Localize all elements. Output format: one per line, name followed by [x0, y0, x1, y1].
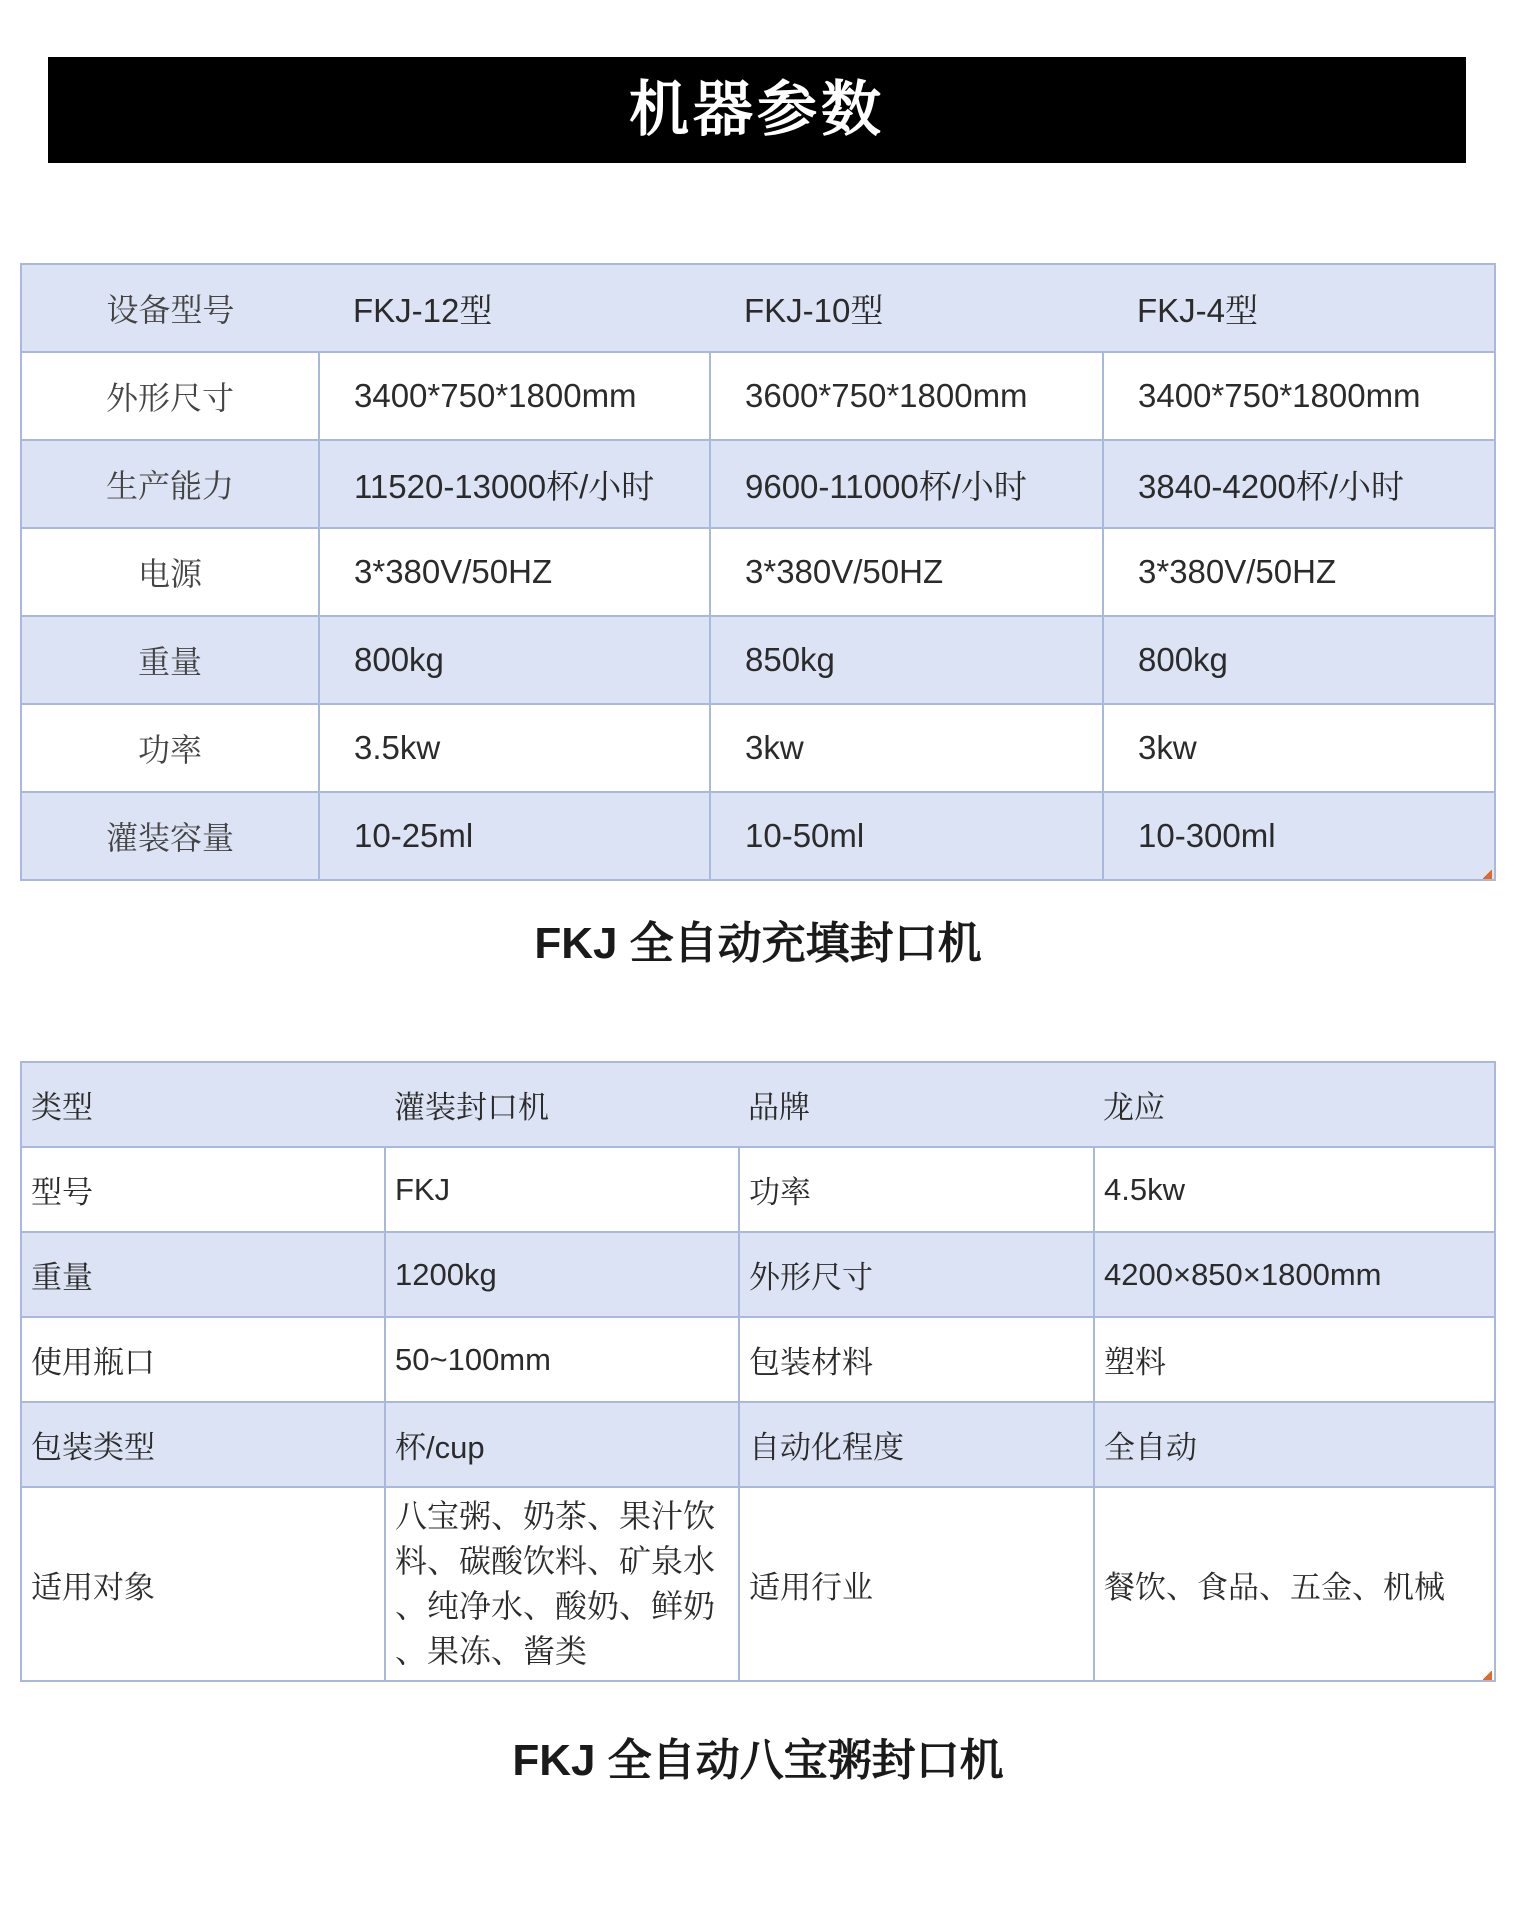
header-bar	[48, 57, 1466, 163]
cell-value: 3*380V/50HZ	[710, 528, 1103, 616]
table-row	[21, 352, 1495, 440]
table-1-caption: FKJ 全自动充填封口机	[534, 919, 982, 968]
row-label: 设备型号	[21, 264, 319, 352]
cell-value: 3400*750*1800mm	[1103, 352, 1495, 440]
cell-value: 3*380V/50HZ	[319, 528, 710, 616]
model-header: FKJ-12型	[319, 264, 710, 352]
field-value: 1200kg	[385, 1232, 739, 1317]
cell-value: 800kg	[319, 616, 710, 704]
table-row	[21, 1487, 1495, 1681]
field-label: 型号	[21, 1147, 385, 1232]
cell-value: 3*380V/50HZ	[1103, 528, 1495, 616]
row-label: 重量	[21, 616, 319, 704]
table-row	[21, 1402, 1495, 1487]
table-row	[21, 1232, 1495, 1317]
resize-handle-icon	[1483, 870, 1492, 879]
table-row	[21, 1147, 1495, 1232]
table-row	[21, 1317, 1495, 1402]
field-label: 适用行业	[739, 1487, 1094, 1681]
field-label: 类型	[21, 1062, 385, 1147]
field-label: 重量	[21, 1232, 385, 1317]
model-header: FKJ-4型	[1103, 264, 1495, 352]
field-value: 4.5kw	[1094, 1147, 1495, 1232]
table-row	[21, 440, 1495, 528]
field-value: 杯/cup	[385, 1402, 739, 1487]
field-value: 八宝粥、奶茶、果汁饮料、碳酸饮料、矿泉水、纯净水、酸奶、鲜奶、果冻、酱类	[385, 1487, 739, 1681]
field-label: 外形尺寸	[739, 1232, 1094, 1317]
field-label: 包装类型	[21, 1402, 385, 1487]
cell-value: 10-50ml	[710, 792, 1103, 880]
field-label: 品牌	[739, 1062, 1094, 1147]
page-title: 机器参数	[629, 76, 885, 143]
cell-value: 10-300ml	[1103, 792, 1495, 880]
table-2-caption: FKJ 全自动八宝粥封口机	[512, 1736, 1004, 1785]
cell-value: 10-25ml	[319, 792, 710, 880]
field-label: 包装材料	[739, 1317, 1094, 1402]
field-value: FKJ	[385, 1147, 739, 1232]
table-row	[21, 792, 1495, 880]
cell-value: 850kg	[710, 616, 1103, 704]
cell-value: 3kw	[1103, 704, 1495, 792]
cell-value: 3.5kw	[319, 704, 710, 792]
field-value: 龙应	[1094, 1062, 1495, 1147]
cell-value: 9600-11000杯/小时	[710, 440, 1103, 528]
cell-value: 11520-13000杯/小时	[319, 440, 710, 528]
spec-table-1	[20, 263, 1496, 881]
field-label: 使用瓶口	[21, 1317, 385, 1402]
cell-value: 3600*750*1800mm	[710, 352, 1103, 440]
table-header-row	[21, 1062, 1495, 1147]
field-value: 全自动	[1094, 1402, 1495, 1487]
resize-handle-icon	[1483, 1671, 1492, 1680]
row-label: 灌装容量	[21, 792, 319, 880]
cell-value: 3kw	[710, 704, 1103, 792]
field-label: 适用对象	[21, 1487, 385, 1681]
table-row	[21, 528, 1495, 616]
row-label: 电源	[21, 528, 319, 616]
cell-value: 3840-4200杯/小时	[1103, 440, 1495, 528]
row-label: 生产能力	[21, 440, 319, 528]
field-value: 塑料	[1094, 1317, 1495, 1402]
spec-table-2-wrapper	[20, 1061, 1494, 1682]
model-header: FKJ-10型	[710, 264, 1103, 352]
field-label: 自动化程度	[739, 1402, 1094, 1487]
field-value: 灌装封口机	[385, 1062, 739, 1147]
field-value: 50~100mm	[385, 1317, 739, 1402]
table-row	[21, 704, 1495, 792]
cell-value: 3400*750*1800mm	[319, 352, 710, 440]
spec-table-1-wrapper	[20, 263, 1494, 881]
row-label: 功率	[21, 704, 319, 792]
table-row	[21, 616, 1495, 704]
field-value: 4200×850×1800mm	[1094, 1232, 1495, 1317]
field-label: 功率	[739, 1147, 1094, 1232]
row-label: 外形尺寸	[21, 352, 319, 440]
cell-value: 800kg	[1103, 616, 1495, 704]
field-value: 餐饮、食品、五金、机械	[1094, 1487, 1495, 1681]
spec-table-2	[20, 1061, 1496, 1682]
table-header-row	[21, 264, 1495, 352]
